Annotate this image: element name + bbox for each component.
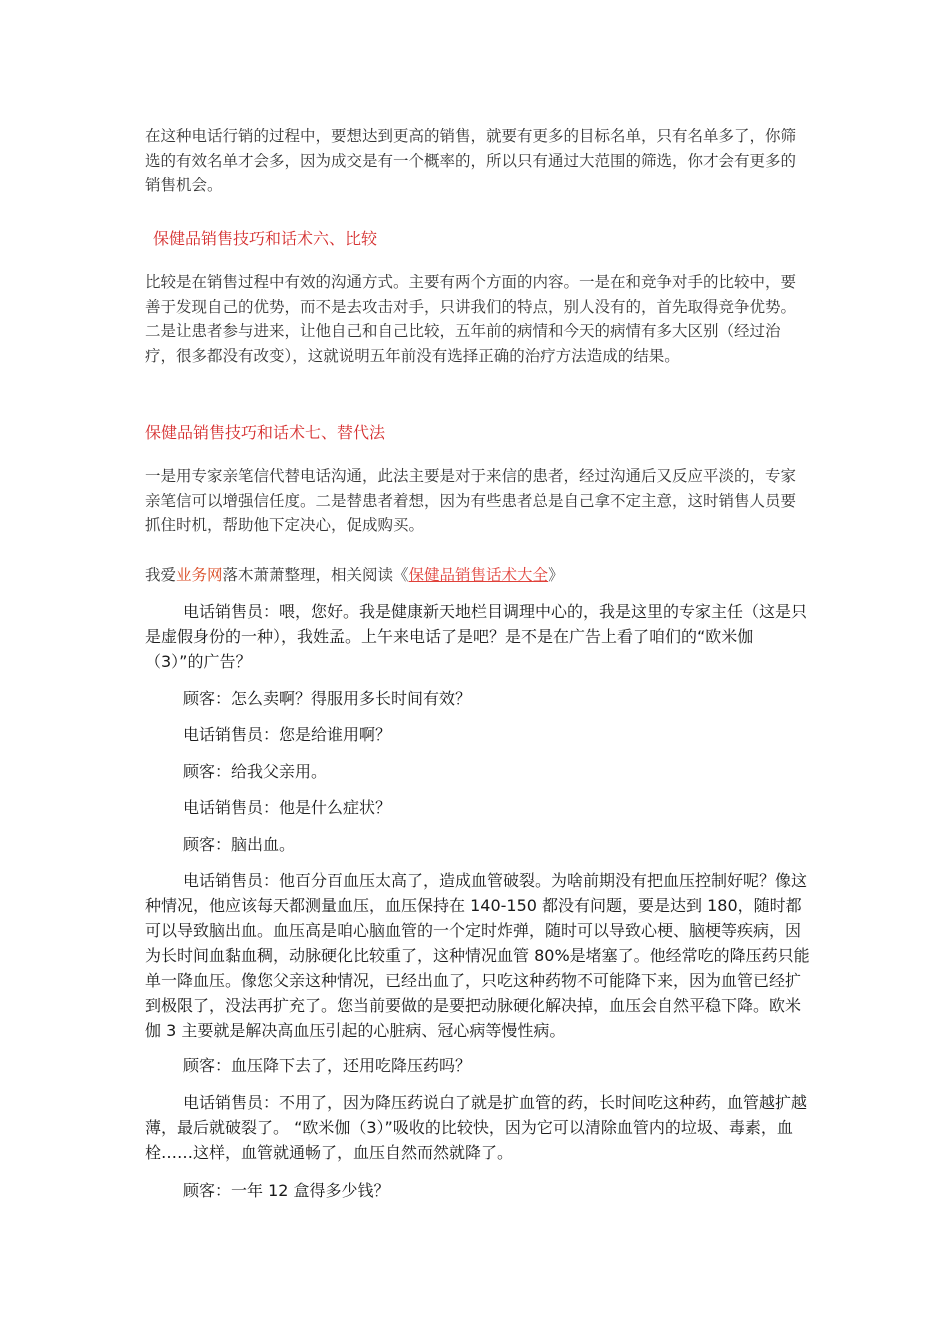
link-yewu[interactable]: 业务网 [176,566,223,584]
dialogue-line: 顾客：怎么卖啊？得服用多长时间有效？ [183,689,472,708]
heading-six: 保健品销售技巧和话术六、比较 [153,229,378,248]
dialogue-line: 电话销售员：他百分百血压太高了，造成血管破裂。为啥前期没有把血压控制好呢？像这种情况，他应该每天都测量血压，血压保持在 140-150 都没有问题，要是达到 180，随时都可以导致脑出血。血压高是咱心脑血管的一个定时炸弹，随时可以导致心梗、脑梗等疾病，因为长时间血黏血稠，动脉硬化比较重了，这种情况血管 80%是堵塞了。他经常吃的降压药只能单一降血压。像您父亲这种情况，已经出血了，只吃这种药物不可能降下来，因为血管已经扩到极限了，没法再扩充了。您当前要做的是要把动脉硬化解决掉，血压会自然平稳下降。欧米伽 3 主要就是解决高血压引起的心脏病、冠心病等慢性病。 [145,871,810,1040]
credit-line [145,563,810,588]
dialogue-line: 顾客：一年 12 盒得多少钱？ [183,1181,390,1200]
paragraph-seven: 一是用专家亲笔信代替电话沟通，此法主要是对于来信的患者，经过沟通后又反应平淡的，专家亲笔信可以增强信任度。二是替患者着想，因为有些患者总是自己拿不定主意，这时销售人员要抓住时机，帮助他下定决心，促成购买。 [145,467,797,534]
credit-suffix: 》 [548,566,564,584]
dialogue-line: 顾客：血压降下去了，还用吃降压药吗？ [183,1056,472,1075]
dialogue-line: 顾客：给我父亲用。 [183,762,328,781]
dialogue-line: 电话销售员：您是给谁用啊？ [183,725,392,744]
dialogue-line: 顾客：脑出血。 [183,835,296,854]
paragraph-six: 比较是在销售过程中有效的沟通方式。主要有两个方面的内容。一是在和竞争对手的比较中，要善于发现自己的优势，而不是去攻击对手，只讲我们的特点，别人没有的，首先取得竞争优势。二是让患者参与进来，让他自己和自己比较，五年前的病情和今天的病情有多大区别（经过治疗，很多都没有改变），这就说明五年前没有选择正确的治疗方法造成的结果。 [145,273,797,365]
intro-paragraph: 在这种电话行销的过程中，要想达到更高的销售，就要有更多的目标名单，只有名单多了，你筛选的有效名单才会多，因为成交是有一个概率的，所以只有通过大范围的筛选，你才会有更多的销售机会。 [145,127,797,194]
credit-prefix: 我爱 [145,566,177,584]
dialogue-line: 电话销售员：他是什么症状？ [183,798,392,817]
link-sales-scripts[interactable]: 保健品销售话术大全 [408,566,549,584]
dialogue-line: 电话销售员：不用了，因为降压药说白了就是扩血管的药，长时间吃这种药，血管越扩越薄，最后就破裂了。 “欧米伽（3）”吸收的比较快，因为它可以清除血管内的垃圾、毒素，血栓……这样，血管就通畅了，血压自然而然就降了。 [145,1093,808,1162]
dialogue-line: 电话销售员：喂，您好。我是健康新天地栏目调理中心的，我是这里的专家主任（这是只是虚假身份的一种），我姓孟。上午来电话了是吧？是不是在广告上看了咱们的“欧米伽（3）”的广告？ [145,602,808,671]
heading-seven: 保健品销售技巧和话术七、替代法 [145,423,386,442]
credit-middle: 落木萧萧整理，相关阅读《 [222,566,409,584]
